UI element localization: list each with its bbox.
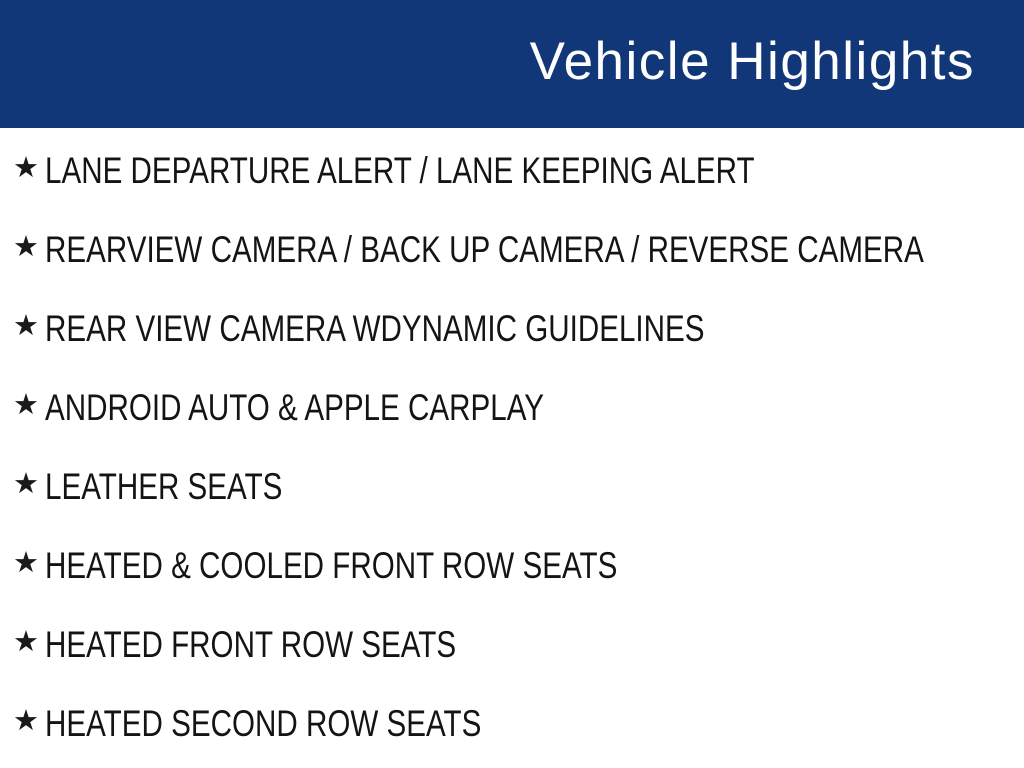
list-item [13, 210, 1024, 289]
star-bullet-icon: ★ [13, 545, 39, 579]
list-item [13, 684, 1024, 763]
highlight-label: LEATHER SEATS [45, 465, 283, 507]
highlights-list [0, 128, 1024, 763]
list-item [13, 289, 1024, 368]
list-item [13, 368, 1024, 447]
list-item [13, 605, 1024, 684]
star-bullet-icon: ★ [13, 466, 39, 500]
star-bullet-icon: ★ [13, 703, 39, 737]
highlight-label: ANDROID AUTO & APPLE CARPLAY [45, 386, 544, 428]
star-bullet-icon: ★ [13, 150, 39, 184]
highlight-label: HEATED FRONT ROW SEATS [45, 623, 457, 665]
highlight-label: LANE DEPARTURE ALERT / LANE KEEPING ALERT [45, 149, 755, 191]
star-bullet-icon: ★ [13, 229, 39, 263]
list-item [13, 447, 1024, 526]
list-item [13, 526, 1024, 605]
highlight-label: HEATED SECOND ROW SEATS [45, 702, 482, 744]
header-bar [0, 0, 1024, 128]
page-title: Vehicle Highlights [529, 31, 975, 91]
highlight-label: REAR VIEW CAMERA WDYNAMIC GUIDELINES [45, 307, 705, 349]
star-bullet-icon: ★ [13, 308, 39, 342]
star-bullet-icon: ★ [13, 387, 39, 421]
list-item [13, 131, 1024, 210]
highlight-label: HEATED & COOLED FRONT ROW SEATS [45, 544, 618, 586]
star-bullet-icon: ★ [13, 624, 39, 658]
highlight-label: REARVIEW CAMERA / BACK UP CAMERA / REVERSE CAMERA [45, 228, 924, 270]
